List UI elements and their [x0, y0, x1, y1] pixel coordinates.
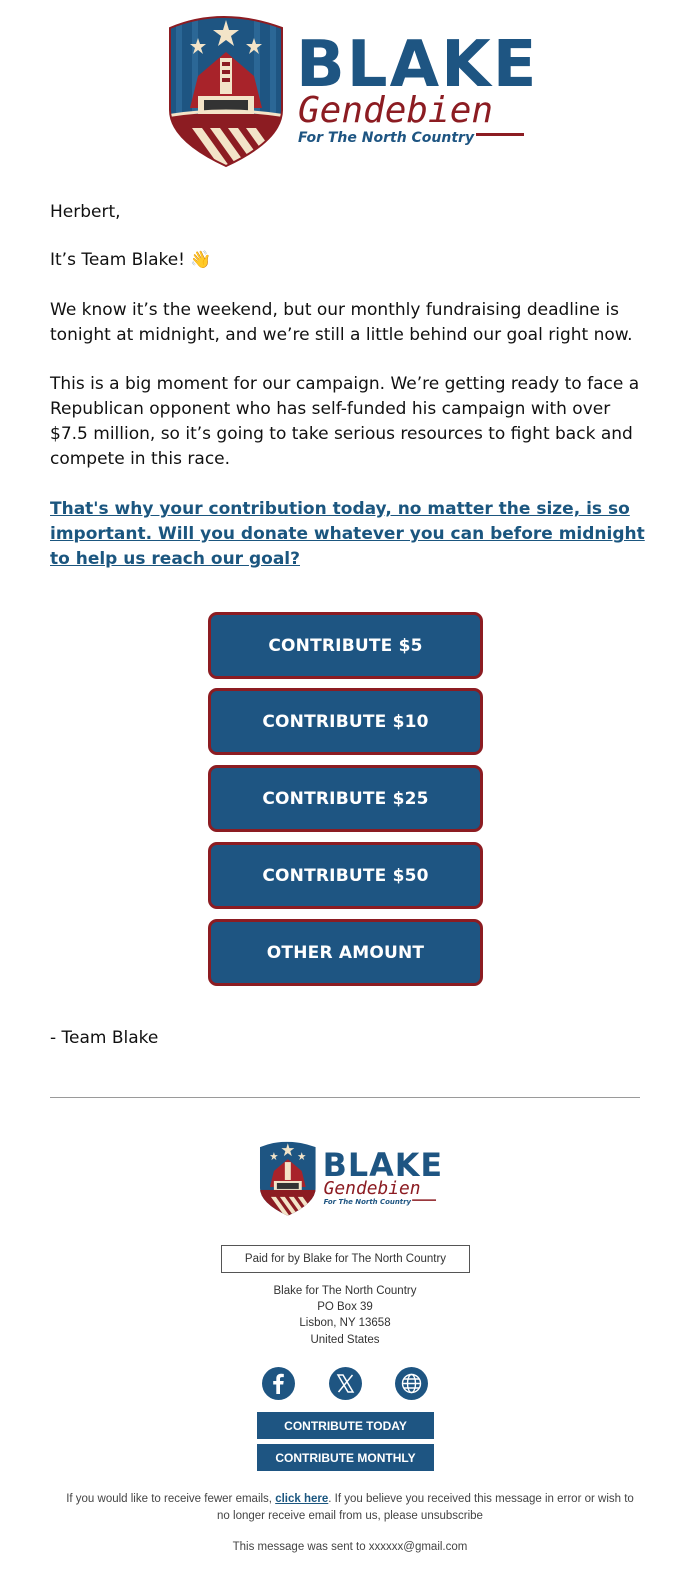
other-amount-button[interactable]: OTHER AMOUNT	[208, 919, 483, 986]
svg-text:For The North Country: For The North Country	[298, 130, 475, 146]
greeting: Herbert,	[50, 202, 121, 222]
globe-icon[interactable]	[395, 1367, 428, 1400]
signoff: - Team Blake	[50, 1028, 159, 1048]
contribute-5-button[interactable]: CONTRIBUTE $5	[208, 612, 483, 679]
barn-shield-icon	[162, 10, 532, 170]
footer-logo	[256, 1138, 440, 1218]
facebook-icon[interactable]	[262, 1367, 295, 1400]
x-icon[interactable]	[329, 1367, 362, 1400]
address-org: Blake for The North Country	[273, 1285, 417, 1297]
contribute-monthly-button[interactable]: CONTRIBUTE MONTHLY	[257, 1444, 434, 1471]
svg-text:For The North Country: For The North Country	[323, 1197, 412, 1206]
svg-text:Gendebien: Gendebien	[323, 1177, 421, 1199]
contribute-10-button[interactable]: CONTRIBUTE $10	[208, 688, 483, 755]
intro-line: It’s Team Blake! 👋	[50, 250, 212, 270]
donate-cta-link[interactable]: That's why your contribution today, no matter the size, is so important. Will you donate whatever you can before midnight to help us reach our goal?	[50, 499, 645, 569]
contribute-50-button[interactable]: CONTRIBUTE $50	[208, 842, 483, 909]
address-city: Lisbon, NY 13658	[299, 1317, 391, 1329]
barn-shield-icon	[256, 1138, 440, 1218]
paragraph-opponent: This is a big moment for our campaign. We’re getting ready to face a Republican opponent who has self-funded his campaign with over $7.5 million, so it’s going to take serious resources to fight back and compete in this race.	[50, 374, 640, 469]
contribute-25-button[interactable]: CONTRIBUTE $25	[208, 765, 483, 832]
address-country: United States	[310, 1334, 380, 1346]
address-po-box: PO Box 39	[317, 1301, 373, 1313]
svg-text:BLAKE: BLAKE	[296, 28, 532, 102]
svg-text:Gendebien: Gendebien	[298, 90, 494, 131]
contribute-today-button[interactable]: CONTRIBUTE TODAY	[257, 1412, 434, 1439]
footer-divider	[50, 1097, 640, 1098]
campaign-logo	[162, 10, 532, 170]
fewer-emails-link[interactable]: click here	[275, 1493, 329, 1505]
unsubscribe-notice: If you would like to receive fewer emails, click here. If you believe you received this message in error or wish to no longer receive email from us, please unsubscribe	[66, 1493, 634, 1522]
svg-text:BLAKE: BLAKE	[322, 1146, 440, 1185]
sent-to-notice: This message was sent to xxxxxx@gmail.com	[232, 1541, 468, 1553]
paragraph-deadline: We know it’s the weekend, but our monthly fundraising deadline is tonight at midnight, and we’re still a little behind our goal right now.	[50, 300, 633, 345]
paid-for-disclaimer: Paid for by Blake for The North Country	[221, 1245, 470, 1273]
